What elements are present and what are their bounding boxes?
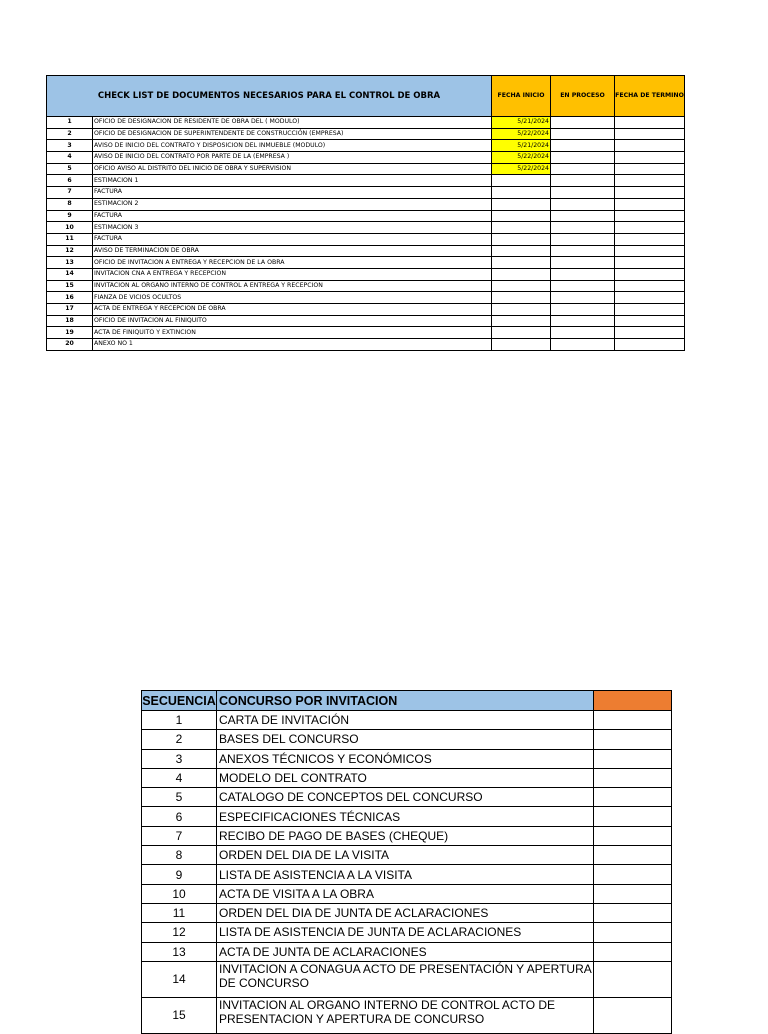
secuencia-number: 14 [142,961,217,997]
invitation-row [142,826,672,845]
secuencia-number: 6 [142,807,217,826]
concurso-document: INVITACION A CONAGUA ACTO DE PRESENTACIÓN Y APERTURA DE CONCURSO [217,961,594,997]
concurso-document: RECIBO DE PAGO DE BASES (CHEQUE) [217,826,594,845]
fecha-termino-cell [615,140,685,152]
document-name: AVISO DE TERMINACION DE OBRA [93,245,492,257]
fecha-inicio-header: FECHA INICIO [492,76,551,117]
extra-cell [594,865,672,884]
checklist-row [47,187,685,199]
document-name: INVITACION AL ORGANO INTERNO DE CONTROL A ENTREGA Y RECEPCION [93,280,492,292]
row-number: 3 [47,140,93,152]
extra-cell [594,903,672,922]
checklist-row [47,210,685,222]
fecha-inicio-cell [492,210,551,222]
document-name: AVISO DE INICIO DEL CONTRATO Y DISPOSICION DEL INMUEBLE (MODULO) [93,140,492,152]
row-number: 6 [47,175,93,187]
fecha-inicio-cell [492,257,551,269]
secuencia-number: 11 [142,903,217,922]
extra-cell [594,711,672,730]
secuencia-number: 9 [142,865,217,884]
fecha-termino-cell [615,175,685,187]
fecha-inicio-cell [492,245,551,257]
invitation-row [142,730,672,749]
fecha-inicio-cell [492,222,551,234]
row-number: 2 [47,128,93,140]
en-proceso-cell [551,233,615,245]
checklist-body [47,117,685,351]
fecha-inicio-cell: 5/21/2024 [492,140,551,152]
document-name: AVISO DE INICIO DEL CONTRATO POR PARTE DE LA (EMPRESA ) [93,152,492,164]
concurso-document: ESPECIFICACIONES TÉCNICAS [217,807,594,826]
en-proceso-cell [551,339,615,351]
document-name: ESTIMACION 2 [93,198,492,210]
extra-cell [594,997,672,1033]
concurso-document: ACTA DE JUNTA DE ACLARACIONES [217,942,594,961]
fecha-termino-cell [615,268,685,280]
en-proceso-cell [551,304,615,316]
fecha-inicio-cell [492,315,551,327]
concurso-por-invitacion-table [141,690,672,1034]
extra-cell [594,749,672,768]
checklist-row [47,315,685,327]
extra-cell [594,807,672,826]
concurso-document: ANEXOS TÉCNICOS Y ECONÓMICOS [217,749,594,768]
fecha-termino-cell [615,257,685,269]
checklist-row [47,327,685,339]
fecha-inicio-cell: 5/22/2024 [492,152,551,164]
fecha-inicio-cell [492,175,551,187]
fecha-inicio-cell [492,233,551,245]
row-number: 17 [47,304,93,316]
checklist-row [47,257,685,269]
en-proceso-cell [551,163,615,175]
extra-cell [594,846,672,865]
secuencia-number: 3 [142,749,217,768]
fecha-inicio-cell: 5/22/2024 [492,128,551,140]
en-proceso-cell [551,315,615,327]
row-number: 16 [47,292,93,304]
row-number: 13 [47,257,93,269]
checklist-title: CHECK LIST DE DOCUMENTOS NECESARIOS PARA EL CONTROL DE OBRA [47,76,492,117]
secuencia-header: SECUENCIA [142,691,217,711]
concurso-header: CONCURSO POR INVITACION [217,691,594,711]
concurso-document: BASES DEL CONCURSO [217,730,594,749]
extra-cell [594,788,672,807]
checklist-row [47,117,685,129]
document-name: FACTURA [93,210,492,222]
fecha-termino-cell [615,245,685,257]
checklist-row [47,175,685,187]
invitation-row [142,711,672,730]
fecha-termino-cell [615,292,685,304]
invitation-row [142,807,672,826]
fecha-inicio-cell: 5/22/2024 [492,163,551,175]
concurso-document: INVITACION AL ORGANO INTERNO DE CONTROL ACTO DE PRESENTACION Y APERTURA DE CONCURSO [217,997,594,1033]
row-number: 10 [47,222,93,234]
document-name: FACTURA [93,187,492,199]
concurso-document: ACTA DE VISITA A LA OBRA [217,884,594,903]
en-proceso-cell [551,175,615,187]
en-proceso-cell [551,187,615,199]
document-name: INVITACION CNA A ENTREGA Y RECEPCION [93,268,492,280]
checklist-header-row [47,76,685,117]
secuencia-number: 12 [142,923,217,942]
row-number: 1 [47,117,93,129]
en-proceso-cell [551,280,615,292]
extra-cell [594,768,672,787]
extra-cell [594,826,672,845]
fecha-inicio-cell [492,280,551,292]
secuencia-number: 13 [142,942,217,961]
secuencia-number: 7 [142,826,217,845]
document-name: ANEXO NO 1 [93,339,492,351]
en-proceso-cell [551,152,615,164]
row-number: 8 [47,198,93,210]
concurso-document: CARTA DE INVITACIÓN [217,711,594,730]
row-number: 12 [47,245,93,257]
en-proceso-cell [551,222,615,234]
extra-cell [594,942,672,961]
secuencia-number: 8 [142,846,217,865]
row-number: 5 [47,163,93,175]
checklist-row [47,152,685,164]
en-proceso-cell [551,117,615,129]
fecha-termino-cell [615,187,685,199]
extra-cell [594,923,672,942]
en-proceso-cell [551,198,615,210]
en-proceso-cell [551,140,615,152]
fecha-inicio-cell [492,187,551,199]
concurso-document: MODELO DEL CONTRATO [217,768,594,787]
checklist-row [47,222,685,234]
secuencia-number: 5 [142,788,217,807]
invitation-row [142,788,672,807]
fecha-termino-cell [615,327,685,339]
invitation-row [142,768,672,787]
fecha-termino-cell [615,315,685,327]
document-name: OFICIO AVISO AL DISTRITO DEL INICIO DE OBRA Y SUPERVISION [93,163,492,175]
fecha-termino-cell [615,304,685,316]
document-name: OFICIO DE DESIGNACION DE RESIDENTE DE OBRA DEL ( MODULO) [93,117,492,129]
extra-cell [594,730,672,749]
document-name: ESTIMACION 1 [93,175,492,187]
checklist-row [47,304,685,316]
orange-header-cell [594,691,672,711]
secuencia-number: 1 [142,711,217,730]
invitation-row [142,846,672,865]
fecha-inicio-cell [492,292,551,304]
fecha-termino-cell [615,117,685,129]
document-name: OFICIO DE DESIGNACION DE SUPERINTENDENTE DE CONSTRUCCIÓN (EMPRESA) [93,128,492,140]
en-proceso-header: EN PROCESO [551,76,615,117]
checklist-row [47,245,685,257]
checklist-row [47,128,685,140]
control-de-obra-checklist-table [46,75,685,351]
fecha-termino-cell [615,280,685,292]
document-name: FACTURA [93,233,492,245]
concurso-document: LISTA DE ASISTENCIA A LA VISITA [217,865,594,884]
fecha-termino-cell [615,198,685,210]
extra-cell [594,961,672,997]
row-number: 4 [47,152,93,164]
fecha-termino-cell [615,163,685,175]
en-proceso-cell [551,210,615,222]
checklist-row [47,198,685,210]
fecha-inicio-cell [492,268,551,280]
en-proceso-cell [551,292,615,304]
invitation-row [142,903,672,922]
fecha-inicio-cell: 5/21/2024 [492,117,551,129]
secuencia-number: 4 [142,768,217,787]
checklist-row [47,233,685,245]
row-number: 7 [47,187,93,199]
document-name: OFICIO DE INVITACION A ENTREGA Y RECEPCION DE LA OBRA [93,257,492,269]
fecha-termino-cell [615,233,685,245]
en-proceso-cell [551,257,615,269]
row-number: 14 [47,268,93,280]
row-number: 15 [47,280,93,292]
fecha-termino-cell [615,152,685,164]
en-proceso-cell [551,327,615,339]
checklist-row [47,339,685,351]
en-proceso-cell [551,245,615,257]
fecha-inicio-cell [492,327,551,339]
invitation-row [142,997,672,1033]
invitation-row [142,961,672,997]
checklist-row [47,292,685,304]
document-name: OFICIO DE INVITACION AL FINIQUITO [93,315,492,327]
invitation-row [142,749,672,768]
concurso-document: ORDEN DEL DIA DE JUNTA DE ACLARACIONES [217,903,594,922]
concurso-document: LISTA DE ASISTENCIA DE JUNTA DE ACLARACIONES [217,923,594,942]
invitation-row [142,923,672,942]
fecha-inicio-cell [492,339,551,351]
row-number: 19 [47,327,93,339]
fecha-termino-cell [615,222,685,234]
row-number: 18 [47,315,93,327]
invitation-header-row [142,691,672,711]
invitation-row [142,942,672,961]
document-name: ESTIMACION 3 [93,222,492,234]
row-number: 9 [47,210,93,222]
fecha-termino-cell [615,339,685,351]
row-number: 20 [47,339,93,351]
fecha-inicio-cell [492,304,551,316]
secuencia-number: 15 [142,997,217,1033]
secuencia-number: 10 [142,884,217,903]
secuencia-number: 2 [142,730,217,749]
fecha-termino-cell [615,210,685,222]
en-proceso-cell [551,268,615,280]
document-name: FIANZA DE VICIOS OCULTOS [93,292,492,304]
concurso-document: ORDEN DEL DIA DE LA VISITA [217,846,594,865]
checklist-row [47,163,685,175]
checklist-row [47,268,685,280]
concurso-document: CATALOGO DE CONCEPTOS DEL CONCURSO [217,788,594,807]
extra-cell [594,884,672,903]
fecha-inicio-cell [492,198,551,210]
invitation-row [142,865,672,884]
en-proceso-cell [551,128,615,140]
document-name: ACTA DE FINIQUITO Y EXTINCION [93,327,492,339]
fecha-termino-cell [615,128,685,140]
row-number: 11 [47,233,93,245]
invitation-row [142,884,672,903]
checklist-row [47,140,685,152]
fecha-termino-header: FECHA DE TERMINO [615,76,685,117]
invitation-body [142,711,672,1034]
document-name: ACTA DE ENTREGA Y RECEPCION DE OBRA [93,304,492,316]
checklist-row [47,280,685,292]
